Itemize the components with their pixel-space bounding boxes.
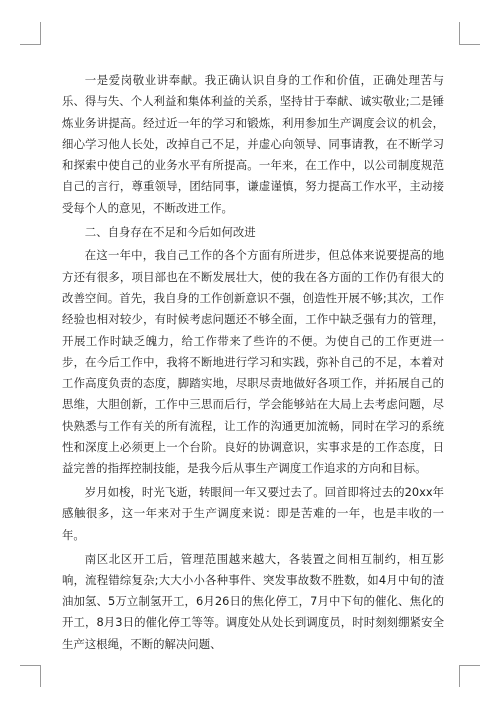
paragraph-south-north-district: 南区北区开工后，管理范围越来越大，各装置之间相互制约，相互影响，流程错综复杂;大大小小各种事件、突发事故数不胜数，如4月中旬的渣油加氢、5万立制氢开工，6月26日的焦化停工，7月中下旬的催化、焦化的开工，8月3日的催化停工等等。调度处从处长到调度员，时时刻刻绷紧安全生产这根绳，不断的解决问题、 <box>62 551 444 651</box>
crop-mark-bottom-right-horizontal <box>459 665 480 666</box>
paragraph-shortcomings: 在这一年中，我自己工作的各个方面有所进步，但总体来说要提高的地方还有很多，项目部也在不断发展壮大，使的我在各方面的工作仍有很大的改善空间。首先，我自身的工作创新意识不强，创造性开展不够;其次，工作经验也相对较少，有时候考虑问题还不够全面，工作中缺乏强有力的管理，开展工作时缺乏魄力，给工作带来了些许的不便。为使自己的工作更进一步，在今后工作中，我将不断地进行学习和实践，弥补自己的不足，本着对工作高度负责的态度，脚踏实地，尽职尽责地做好各项工作，并拓展自己的思维，大胆创新，工作中三思而后行，学会能够站在大局上去考虑问题，尽快熟悉与工作有关的所有流程，让工作的沟通更加流畅，同时在学习的系统性和深度上必须更上一个台阶。良好的协调意识，实事求是的工作态度，日益完善的指挥控制技能，是我今后从事生产调度工作追求的方向和目标。 <box>62 248 444 476</box>
crop-mark-bottom-left-horizontal <box>20 665 41 666</box>
crop-mark-bottom-left-vertical <box>40 665 41 687</box>
crop-mark-bottom-right-vertical <box>459 665 460 687</box>
crop-mark-top-right-vertical <box>459 22 460 44</box>
crop-mark-top-right-horizontal <box>459 44 480 45</box>
paragraph-year-review: 岁月如梭，时光飞逝，转眼间一年又要过去了。回首即将过去的20xx年感触很多，这一年来对于生产调度来说：即是苦难的一年，也是丰收的一年。 <box>62 485 444 542</box>
crop-mark-top-left-vertical <box>40 22 41 44</box>
section-heading-improvement: 二、自身存在不足和今后如何改进 <box>84 224 256 239</box>
paragraph-dedication: 一是爱岗敬业讲奉献。我正确认识自身的工作和价值，正确处理苦与乐、得与失、个人利益和集体利益的关系，坚持甘于奉献、诚实敬业;二是锤炼业务讲提高。经过近一年的学习和锻炼，利用参加生产调度会议的机会，细心学习他人长处，改掉自己不足，并虚心向领导、同事请教，在不断学习和探索中使自己的业务水平有所提高。一年来，在工作中，以公司制度规范自己的言行，尊重领导，团结同事，谦虚谨慎，努力提高工作水平，主动接受每个人的意见，不断改进工作。 <box>62 73 444 215</box>
document-body <box>62 70 444 658</box>
crop-mark-top-left-horizontal <box>20 44 41 45</box>
